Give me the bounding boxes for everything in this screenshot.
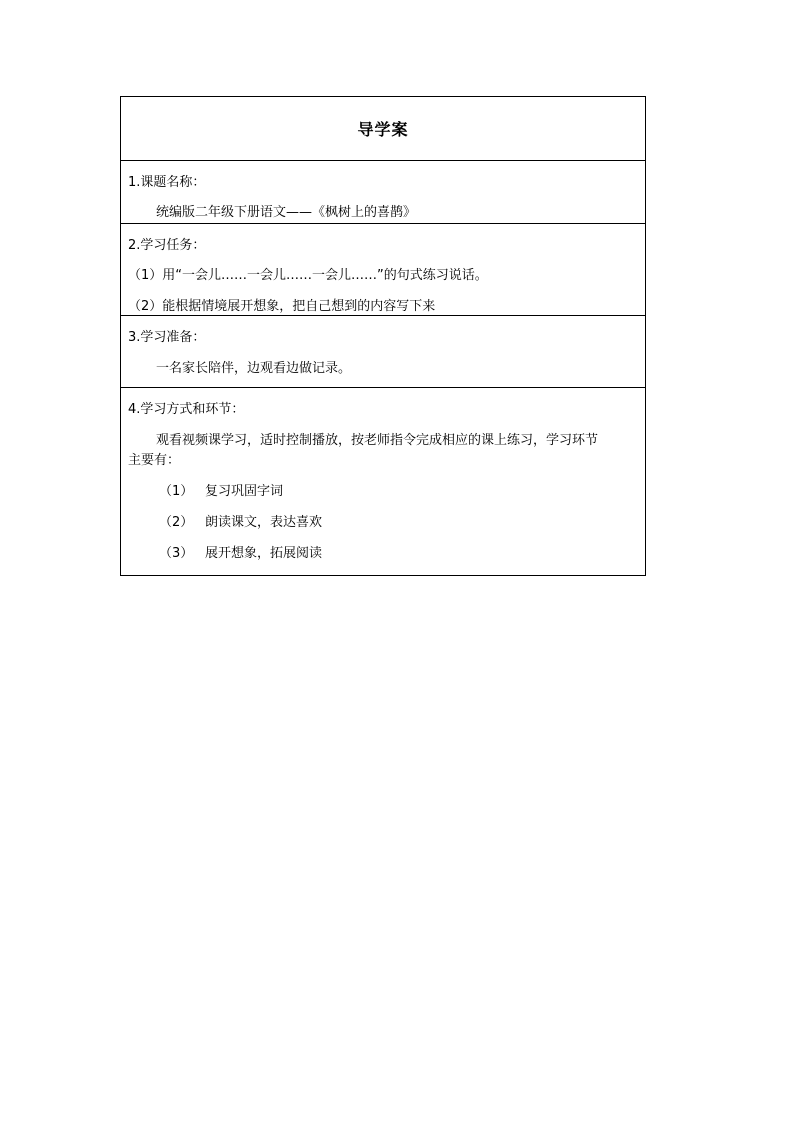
section-learning-tasks xyxy=(121,223,645,315)
section-heading: 3.学习准备： xyxy=(128,330,206,345)
task-item: （1）用“一会儿……一会儿……一会儿……”的句式练习说话。 xyxy=(128,268,488,283)
step-item xyxy=(159,515,322,531)
section-preparation xyxy=(121,315,645,387)
task-item: （2）能根据情境展开想象，把自己想到的内容写下来 xyxy=(128,299,436,314)
section-methods xyxy=(121,387,645,575)
step-text: 朗读课文，表达喜欢 xyxy=(205,515,323,530)
section-heading: 2.学习任务： xyxy=(128,238,206,253)
section-heading: 1.课题名称： xyxy=(128,175,206,190)
step-text: 复习巩固字词 xyxy=(205,484,284,499)
course-name-text: 统编版二年级下册语文——《枫树上的喜鹊》 xyxy=(156,205,417,220)
section-course-name xyxy=(121,160,645,223)
preparation-text: 一名家长陪伴，边观看边做记录。 xyxy=(156,361,352,376)
page-title: 导学案 xyxy=(357,120,409,139)
study-guide-table xyxy=(120,96,646,576)
step-number: （1） xyxy=(159,484,194,499)
step-text: 展开想象，拓展阅读 xyxy=(205,546,323,561)
section-heading: 4.学习方式和环节： xyxy=(128,402,245,417)
step-number: （2） xyxy=(159,515,194,530)
title-row xyxy=(121,97,645,160)
methods-paragraph-line: 观看视频课学习，适时控制播放，按老师指令完成相应的课上练习，学习环节 xyxy=(156,433,599,448)
step-item xyxy=(159,484,283,500)
step-number: （3） xyxy=(159,546,194,561)
methods-paragraph-line: 主要有： xyxy=(128,453,181,468)
step-item xyxy=(159,546,322,562)
